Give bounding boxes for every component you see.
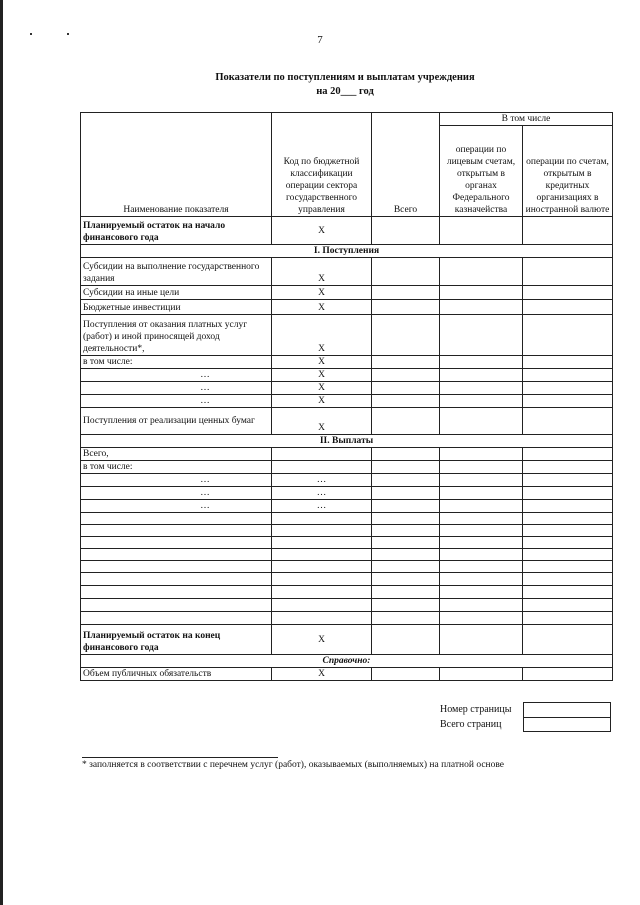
cell-total[interactable] xyxy=(372,561,440,573)
cell-total[interactable] xyxy=(372,625,440,655)
cell-total[interactable] xyxy=(372,395,440,408)
cell-foreign[interactable] xyxy=(523,513,613,525)
cell-treasury[interactable] xyxy=(440,300,523,315)
row-code xyxy=(272,586,372,599)
row-code xyxy=(272,549,372,561)
table-row xyxy=(81,395,613,408)
row-name: Планируемый остаток на конец финансового года xyxy=(81,625,272,655)
row-name: Объем публичных обязательств xyxy=(81,668,272,681)
cell-foreign[interactable] xyxy=(523,487,613,500)
cell-total[interactable] xyxy=(372,487,440,500)
table-row xyxy=(81,258,613,286)
cell-treasury[interactable] xyxy=(440,395,523,408)
section-title-payments: II. Выплаты xyxy=(81,435,613,448)
cell-foreign[interactable] xyxy=(523,448,613,461)
row-code: X xyxy=(272,668,372,681)
cell-foreign[interactable] xyxy=(523,561,613,573)
row-code xyxy=(272,573,372,586)
row-code xyxy=(272,612,372,625)
row-code xyxy=(272,537,372,549)
row-name: в том числе: xyxy=(81,356,272,369)
table-row xyxy=(81,286,613,300)
title-line-1: Показатели по поступлениям и выплатам учреждения xyxy=(215,72,475,83)
table-row-opening-balance xyxy=(81,217,613,245)
cell-treasury[interactable] xyxy=(440,315,523,356)
row-code: … xyxy=(272,474,372,487)
row-name: … xyxy=(81,369,272,382)
row-name: Субсидии на иные цели xyxy=(81,286,272,300)
row-name: Планируемый остаток на начало финансового года xyxy=(81,217,272,245)
table-row-closing-balance xyxy=(81,625,613,655)
cell-foreign[interactable] xyxy=(523,315,613,356)
row-name xyxy=(81,537,272,549)
cell-total[interactable] xyxy=(372,315,440,356)
cell-total[interactable] xyxy=(372,300,440,315)
cell-foreign[interactable] xyxy=(523,258,613,286)
row-name xyxy=(81,549,272,561)
cell-foreign[interactable] xyxy=(523,356,613,369)
row-code: X xyxy=(272,217,372,245)
cell-foreign[interactable] xyxy=(523,395,613,408)
row-name xyxy=(81,513,272,525)
cell-foreign[interactable] xyxy=(523,286,613,300)
title-line-2: на 20___ год xyxy=(316,86,374,97)
row-code xyxy=(272,561,372,573)
header-name: Наименование показателя xyxy=(81,113,272,217)
cell-total[interactable] xyxy=(372,448,440,461)
table-row xyxy=(81,573,613,586)
cell-treasury[interactable] xyxy=(440,286,523,300)
section-title-reference: Справочно: xyxy=(81,655,613,668)
table-row xyxy=(81,599,613,612)
table-row xyxy=(81,525,613,537)
cell-total[interactable] xyxy=(372,500,440,513)
cell-treasury[interactable] xyxy=(440,408,523,435)
cell-treasury[interactable] xyxy=(440,561,523,573)
table-row xyxy=(81,356,613,369)
row-name xyxy=(81,525,272,537)
cell-foreign[interactable] xyxy=(523,625,613,655)
cell-treasury[interactable] xyxy=(440,525,523,537)
cell-foreign[interactable] xyxy=(523,461,613,474)
cell-total[interactable] xyxy=(372,356,440,369)
cell-total[interactable] xyxy=(372,474,440,487)
total-pages-label: Всего страниц xyxy=(440,719,502,730)
table-row xyxy=(81,300,613,315)
row-name: Бюджетные инвестиции xyxy=(81,300,272,315)
cell-foreign[interactable] xyxy=(523,668,613,681)
cell-total[interactable] xyxy=(372,217,440,245)
table-row xyxy=(81,561,613,573)
cell-foreign[interactable] xyxy=(523,525,613,537)
scan-edge xyxy=(0,0,3,905)
cell-foreign[interactable] xyxy=(523,474,613,487)
cell-foreign[interactable] xyxy=(523,300,613,315)
cell-total[interactable] xyxy=(372,369,440,382)
row-code: X xyxy=(272,315,372,356)
row-code: X xyxy=(272,258,372,286)
cell-total[interactable] xyxy=(372,525,440,537)
cell-total[interactable] xyxy=(372,668,440,681)
cell-treasury[interactable] xyxy=(440,382,523,395)
total-pages-field[interactable] xyxy=(523,717,611,732)
row-name: Всего, xyxy=(81,448,272,461)
table-row xyxy=(81,474,613,487)
table-row xyxy=(81,586,613,599)
cell-total[interactable] xyxy=(372,612,440,625)
header-code: Код по бюджетной классификации операции сектора государственного управления xyxy=(272,113,372,217)
cell-treasury[interactable] xyxy=(440,537,523,549)
cell-foreign[interactable] xyxy=(523,537,613,549)
footnote: * заполняется в соответствии с перечнем услуг (работ), оказываемых (выполняемых) на платной основе xyxy=(82,760,505,770)
section-title-receipts: I. Поступления xyxy=(81,245,613,258)
row-name: Субсидии на выполнение государственного задания xyxy=(81,258,272,286)
table-row xyxy=(81,315,613,356)
cell-foreign[interactable] xyxy=(523,612,613,625)
table-row xyxy=(81,513,613,525)
cell-treasury[interactable] xyxy=(440,513,523,525)
row-code xyxy=(272,599,372,612)
table-row xyxy=(81,408,613,435)
row-name: в том числе: xyxy=(81,461,272,474)
table-row xyxy=(81,369,613,382)
row-code xyxy=(272,525,372,537)
cell-treasury[interactable] xyxy=(440,599,523,612)
cell-total[interactable] xyxy=(372,258,440,286)
header-treasury: операции по лицевым счетам, открытым в органах Федерального казначейства xyxy=(440,126,523,217)
cell-total[interactable] xyxy=(372,549,440,561)
cell-total[interactable] xyxy=(372,513,440,525)
row-name: … xyxy=(81,474,272,487)
row-name xyxy=(81,612,272,625)
cell-foreign[interactable] xyxy=(523,408,613,435)
page-number-field[interactable] xyxy=(523,702,611,718)
row-code xyxy=(272,461,372,474)
cell-treasury[interactable] xyxy=(440,369,523,382)
cell-treasury[interactable] xyxy=(440,448,523,461)
row-name xyxy=(81,599,272,612)
table-row xyxy=(81,487,613,500)
page-number: 7 xyxy=(317,34,323,46)
cell-foreign[interactable] xyxy=(523,549,613,561)
cell-foreign[interactable] xyxy=(523,500,613,513)
cell-total[interactable] xyxy=(372,408,440,435)
page-title xyxy=(0,71,640,99)
cell-treasury[interactable] xyxy=(440,625,523,655)
cell-treasury[interactable] xyxy=(440,549,523,561)
cell-total[interactable] xyxy=(372,286,440,300)
cell-treasury[interactable] xyxy=(440,461,523,474)
pagination-block xyxy=(440,702,611,732)
cell-treasury[interactable] xyxy=(440,217,523,245)
cell-treasury[interactable] xyxy=(440,573,523,586)
row-code xyxy=(272,513,372,525)
row-name xyxy=(81,586,272,599)
row-name xyxy=(81,573,272,586)
row-code: X xyxy=(272,369,372,382)
cell-treasury[interactable] xyxy=(440,612,523,625)
row-code: … xyxy=(272,500,372,513)
cell-treasury[interactable] xyxy=(440,356,523,369)
table-row xyxy=(81,537,613,549)
footnote-divider xyxy=(82,757,278,758)
table-row xyxy=(81,500,613,513)
cell-total[interactable] xyxy=(372,537,440,549)
row-code: X xyxy=(272,382,372,395)
table-row xyxy=(81,382,613,395)
cell-total[interactable] xyxy=(372,461,440,474)
cell-foreign[interactable] xyxy=(523,586,613,599)
header-including: В том числе xyxy=(440,113,613,126)
row-name: … xyxy=(81,382,272,395)
cell-foreign[interactable] xyxy=(523,382,613,395)
cell-treasury[interactable] xyxy=(440,487,523,500)
row-name: … xyxy=(81,487,272,500)
cell-total[interactable] xyxy=(372,573,440,586)
row-name: … xyxy=(81,395,272,408)
row-name: Поступления от оказания платных услуг (работ) и иной приносящей доход деятельности*, xyxy=(81,315,272,356)
row-code: X xyxy=(272,286,372,300)
indicators-table xyxy=(80,112,613,681)
cell-treasury[interactable] xyxy=(440,258,523,286)
header-foreign: операции по счетам, открытым в кредитных организациях в иностранной валюте xyxy=(523,126,613,217)
row-name: … xyxy=(81,500,272,513)
cell-treasury[interactable] xyxy=(440,474,523,487)
cell-foreign[interactable] xyxy=(523,217,613,245)
cell-foreign[interactable] xyxy=(523,599,613,612)
cell-treasury[interactable] xyxy=(440,500,523,513)
cell-foreign[interactable] xyxy=(523,369,613,382)
row-name: Поступления от реализации ценных бумаг xyxy=(81,408,272,435)
row-code: X xyxy=(272,408,372,435)
header-total: Всего xyxy=(372,113,440,217)
table-row xyxy=(81,461,613,474)
cell-total[interactable] xyxy=(372,382,440,395)
row-code: X xyxy=(272,300,372,315)
row-code xyxy=(272,448,372,461)
cell-treasury[interactable] xyxy=(440,668,523,681)
table-row xyxy=(81,549,613,561)
row-code: X xyxy=(272,625,372,655)
cell-total[interactable] xyxy=(372,599,440,612)
table-row xyxy=(81,612,613,625)
row-name xyxy=(81,561,272,573)
row-code: X xyxy=(272,395,372,408)
page-number-label: Номер страницы xyxy=(440,704,512,715)
row-code: X xyxy=(272,356,372,369)
cell-total[interactable] xyxy=(372,586,440,599)
row-code: … xyxy=(272,487,372,500)
cell-treasury[interactable] xyxy=(440,586,523,599)
cell-foreign[interactable] xyxy=(523,573,613,586)
table-row xyxy=(81,668,613,681)
table-row xyxy=(81,448,613,461)
